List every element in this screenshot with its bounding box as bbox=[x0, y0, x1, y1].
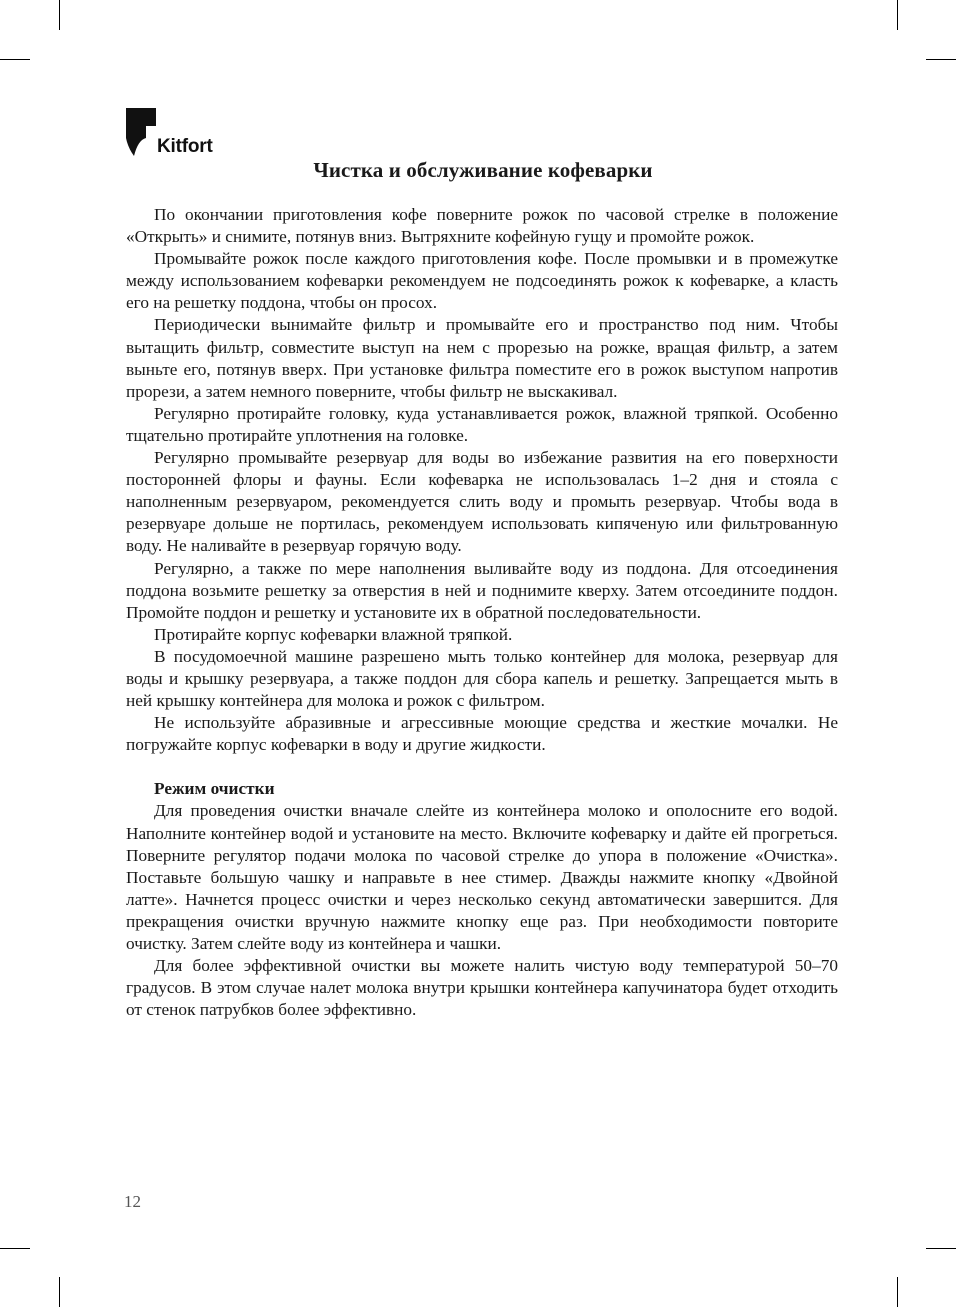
page-number: 12 bbox=[124, 1192, 141, 1211]
document-body bbox=[126, 204, 838, 1021]
paragraph: Регулярно промывайте резервуар для воды во избежание развития на его поверхности посторонней флоры и фауны. Если кофеварка не использовалась 1–2 дня и стояла с наполненным резервуаром, рекомендуется слить воду и промыть резервуар. Чтобы вода в резервуаре дольше не портилась, рекомендуем использовать кипяченую или фильтрованную воду. Не наливайте в резервуар горячую воду. bbox=[126, 448, 838, 556]
brand-logo-text: Kitfort bbox=[157, 136, 213, 157]
brand-logo bbox=[126, 108, 236, 158]
crop-mark-bottom-left bbox=[59, 1277, 60, 1307]
crop-mark-bottom-right bbox=[897, 1277, 898, 1307]
crop-mark-bottom-left-horizontal bbox=[0, 1248, 30, 1249]
crop-mark-top-left bbox=[59, 0, 60, 30]
section-heading-cleaning-mode: Режим очистки bbox=[154, 779, 275, 799]
paragraph: Для более эффективной очистки вы можете налить чистую воду температурой 50–70 градусов. В этом случае налет молока внутри крышки контейнера капучинатора будет отходить от стенок патрубков более эффективно. bbox=[126, 956, 838, 1020]
paragraph: Регулярно, а также по мере наполнения выливайте воду из поддона. Для отсоединения поддона возьмите решетку за отверстия в ней и поднимите кверху. Затем отсоедините поддон. Промойте поддон и решетку и установите их в обратной последовательности. bbox=[126, 558, 838, 622]
page-title: Чистка и обслуживание кофеварки bbox=[313, 158, 653, 182]
paragraph: По окончании приготовления кофе поверните рожок по часовой стрелке в положение «Открыть» и снимите, потянув вниз. Вытряхните кофейную гущу и промойте рожок. bbox=[126, 205, 838, 247]
paragraph: Протирайте корпус кофеварки влажной тряпкой. bbox=[154, 624, 513, 644]
crop-mark-top-left-horizontal bbox=[0, 59, 30, 60]
crop-mark-top-right bbox=[897, 0, 898, 30]
paragraph: Для проведения очистки вначале слейте из контейнера молоко и ополосните его водой. Наполните контейнер водой и установите на место. Включите кофеварку и дайте ей прогреться. Поверните регулятор подачи молока по часовой стрелке до упора в положение «Очистка». Поставьте большую чашку и направьте в нее стимер. Дважды нажмите кнопку «Двойной латте». Начнется процесс очистки и через несколько секунд автоматически завершится. Для прекращения очистки вручную нажмите кнопку еще раз. При необходимости повторите очистку. Затем слейте воду из контейнера и чашки. bbox=[126, 801, 838, 953]
crop-mark-bottom-right-horizontal bbox=[926, 1248, 956, 1249]
paragraph: Промывайте рожок после каждого приготовления кофе. После промывки и в промежутке между использованием кофеварки рекомендуем не подсоединять рожок к кофеварке, а класть его на решетку поддона, чтобы он просох. bbox=[126, 249, 838, 313]
crop-mark-top-right-horizontal bbox=[926, 59, 956, 60]
paragraph: Не используйте абразивные и агрессивные моющие средства и жесткие мочалки. Не погружайте корпус кофеварки в воду и другие жидкости. bbox=[126, 713, 838, 755]
paragraph: Периодически вынимайте фильтр и промывайте его и пространство под ним. Чтобы вытащить фильтр, совместите выступ на нем с прорезью на рожке, вращая фильтр, а затем выньте его, потянув вверх. При установке фильтра поместите его в рожок выступом напротив прорези, а затем немного поверните, чтобы фильтр не выскакивал. bbox=[126, 315, 838, 401]
kitfort-logo-icon bbox=[126, 108, 158, 156]
paragraph: Регулярно протирайте головку, куда устанавливается рожок, влажной тряпкой. Особенно тщательно протирайте уплотнения на головке. bbox=[126, 403, 838, 445]
paragraph: В посудомоечной машине разрешено мыть только контейнер для молока, резервуар для воды и крышку резервуара, а также поддон для сбора капель и решетку. Запрещается мыть в ней крышку контейнера для молока и рожок с фильтром. bbox=[126, 646, 838, 711]
